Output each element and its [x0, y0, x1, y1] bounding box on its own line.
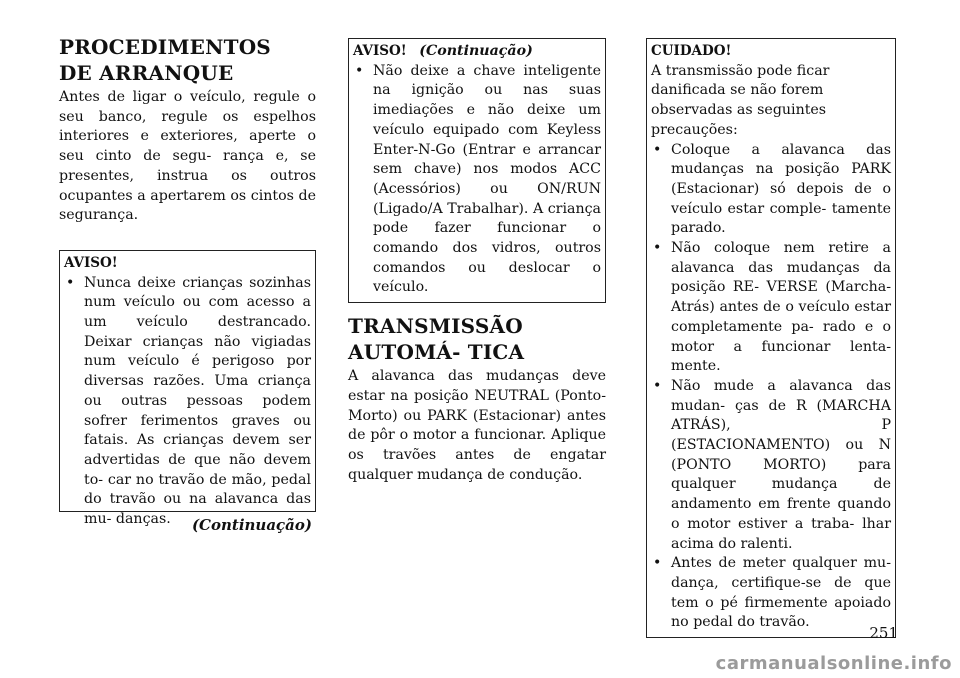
- continued-label: (Continuação): [191, 515, 312, 534]
- column-right: [646, 34, 896, 638]
- caution-item: • Não mude a alavanca das mudan- ças de R (MARCHA ATRÁS), P (ESTACIONAMENTO) ou N (PONTO MORTO) para qualquer mudança de andamento em frente quando o motor estiver a traba- lhar acima do ralenti.: [651, 377, 891, 554]
- warning-item: • Nunca deixe crianças sozinhas num veículo ou com acesso a um veículo destrancado. Deixar crianças não vigiadas num veículo é perigoso por diversas razões. Uma criança ou outras pessoas podem sofrer ferimentos graves ou fatais. As crianças devem ser advertidas de que não devem to- car no travão de mão, pedal do travão ou na alavanca das mu- danças.: [64, 274, 311, 530]
- caution-title: CUIDADO!: [651, 43, 732, 59]
- section-heading-starting-procedures: PROCEDIMENTOS DE ARRANQUE: [59, 35, 271, 85]
- column-middle: [348, 34, 606, 485]
- caution-intro: A transmissão pode ficar danificada se não forem observadas as seguintes precauções:: [651, 62, 830, 138]
- caution-item: • Coloque a alavanca das mudanças na posição PARK (Estacionar) só depois de o veículo estar comple- tamente parado.: [651, 141, 891, 240]
- warning-list: [353, 62, 601, 298]
- warning-title: AVISO!: [64, 254, 118, 271]
- caution-list: [651, 141, 891, 634]
- caution-box: [646, 38, 896, 638]
- warning-header: [353, 42, 601, 62]
- caution-item: • Antes de meter qualquer mu- dança, certifique-se de que tem o pé firmemente apoiado no pedal do travão.: [651, 554, 891, 633]
- transmission-paragraph: A alavanca das mudanças deve estar na posição NEUTRAL (Ponto-Morto) ou PARK (Estacionar) antes de pôr o motor a funcionar. Aplique os travões antes de engatar qualquer mudança de condução.: [348, 368, 606, 483]
- warning-box-continued: [348, 38, 606, 303]
- warning-item: • Não deixe a chave inteligente na ignição ou nas suas imediações e não deixe um veículo equipado com Keyless Enter-N-Go (Entrar e arrancar sem chave) nos modos ACC (Acessórios) ou ON/RUN (Ligado/A Trabalhar). A criança pode fazer funcionar o comando dos vidros, outros comandos ou deslocar o veículo.: [353, 62, 601, 298]
- intro-paragraph: Antes de ligar o veículo, regule o seu banco, regule os espelhos interiores e exteriores, aperte o seu cinto de segu- rança e, se presentes, instrua os outros ocupantes a apertarem os cintos de segurança.: [59, 89, 316, 224]
- column-left: [59, 34, 316, 536]
- warning-title: AVISO!: [353, 43, 407, 59]
- page-number: 251: [869, 624, 898, 642]
- continued-label: (Continuação): [419, 43, 533, 59]
- caution-item: • Não coloque nem retire a alavanca das mudanças da posição RE- VERSE (Marcha-Atrás) antes de o veículo estar completamente pa- rado e o motor a funcionar lenta- mente.: [651, 239, 891, 377]
- section-heading-automatic-transmission: TRANSMISSÃO AUTOMÁ- TICA: [348, 314, 525, 365]
- watermark: carmanualsonline.info: [715, 653, 952, 674]
- warning-list: [64, 274, 311, 530]
